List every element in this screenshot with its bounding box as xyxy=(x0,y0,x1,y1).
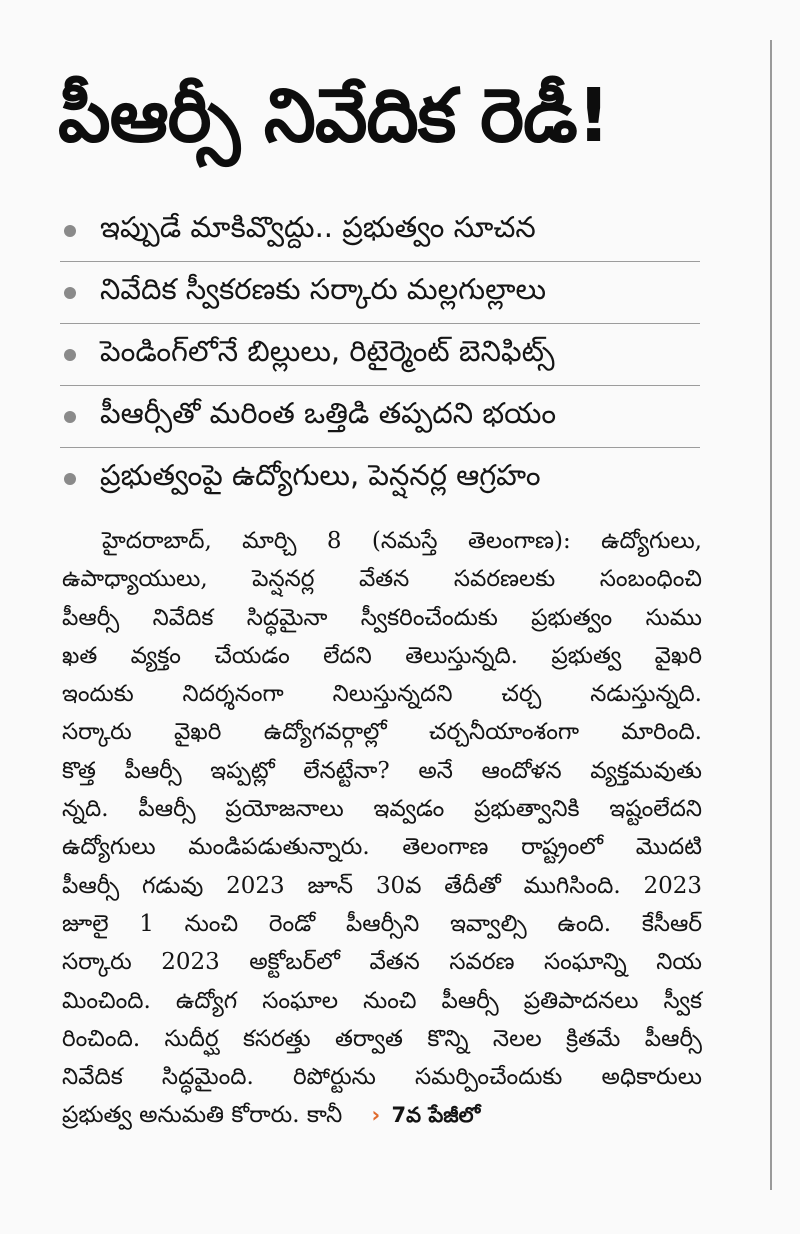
continued-label: 7వ పేజీలో xyxy=(391,1103,481,1128)
bullet-item xyxy=(60,448,700,510)
bullet-dot-icon xyxy=(64,225,76,237)
chevron-right-icon: › xyxy=(371,1103,381,1128)
bullet-dot-icon xyxy=(64,473,76,485)
body-line: పీఆర్సీ నివేదిక సిద్ధమైనా స్వీకరించేందుకు ప్రభుత్వం సుము xyxy=(62,604,702,631)
body-line: నివేదిక సిద్ధమైంది. రిపోర్టును సమర్పించేందుకు అధికారులు xyxy=(62,1064,702,1091)
body-line: ఉద్యోగులు మండిపడుతున్నారు. తెలంగాణ రాష్ట్రంలో మొదటి xyxy=(62,834,702,861)
body-line: న్నది. పీఆర్సీ ప్రయోజనాలు ఇవ్వడం ప్రభుత్వానికి ఇష్టంలేదని xyxy=(62,796,702,823)
article-body xyxy=(62,522,702,1135)
bullet-dot-icon xyxy=(64,411,76,423)
body-line: రించింది. సుదీర్ఘ కసరత్తు తర్వాత కొన్ని నెలల క్రితమే పీఆర్సీ xyxy=(62,1025,702,1052)
bullet-dot-icon xyxy=(64,349,76,361)
body-line: ఇందుకు నిదర్శనంగా నిలుస్తున్నదని చర్చ నడుస్తున్నది. xyxy=(62,681,702,708)
bullet-text: నివేదిక స్వీకరణకు సర్కారు మల్లగుల్లాలు xyxy=(100,271,547,306)
bullet-list xyxy=(60,200,700,510)
body-line: పీఆర్సీ గడువు 2023 జూన్ 30వ తేదీతో ముగిసింది. 2023 xyxy=(62,872,702,899)
body-line: జూలై 1 నుంచి రెండో పీఆర్సీని ఇవ్వాల్సి ఉంది. కేసీఆర్ xyxy=(62,910,702,937)
body-line: మించింది. ఉద్యోగ సంఘాల నుంచి పీఆర్సీ ప్రతిపాదనలు స్వీక xyxy=(62,987,702,1014)
bullet-item xyxy=(60,262,700,324)
bullet-text: ఇప్పుడే మాకివ్వొద్దు.. ప్రభుత్వం సూచన xyxy=(100,209,536,244)
body-line: సర్కారు వైఖరి ఉద్యోగవర్గాల్లో చర్చనీయాంశంగా మారింది. xyxy=(62,719,702,746)
body-line: హైదరాబాద్, మార్చి 8 (నమస్తే తెలంగాణ): ఉద్యోగులు, xyxy=(102,528,702,554)
continued-on-page xyxy=(372,1103,481,1127)
bullet-item xyxy=(60,386,700,448)
body-line: సర్కారు 2023 అక్టోబర్‌లో వేతన సవరణ సంఘాన్ని నియ xyxy=(62,949,702,976)
bullet-text: ప్రభుత్వంపై ఉద్యోగులు, పెన్షనర్ల ఆగ్రహం xyxy=(100,458,541,492)
body-line: ఖత వ్యక్తం చేయడం లేదని తెలుస్తున్నది. ప్రభుత్వ వైఖరి xyxy=(62,642,702,669)
column-rule xyxy=(770,40,772,1190)
body-line-text: ప్రభుత్వ అనుమతి కోరారు. కానీ xyxy=(62,1102,343,1129)
body-line-last xyxy=(62,1096,702,1134)
bullet-text: పెండింగ్‌లోనే బిల్లులు, రిటైర్మెంట్ బెనిఫిట్స్ xyxy=(100,333,555,368)
body-line: కొత్త పీఆర్సీ ఇప్పట్లో లేనట్టేనా? అనే ఆందోళన వ్యక్తమవుతు xyxy=(62,757,702,784)
body-line: ఉపాధ్యాయులు, పెన్షనర్ల వేతన సవరణలకు సంబంధించి xyxy=(62,566,702,593)
bullet-dot-icon xyxy=(64,287,76,299)
bullet-text: పీఆర్సీతో మరింత ఒత్తిడి తప్పదని భయం xyxy=(100,395,557,430)
bullet-item xyxy=(60,324,700,386)
bullet-item xyxy=(60,200,700,262)
headline: పీఆర్సీ నివేదిక రెడీ! xyxy=(58,73,610,159)
